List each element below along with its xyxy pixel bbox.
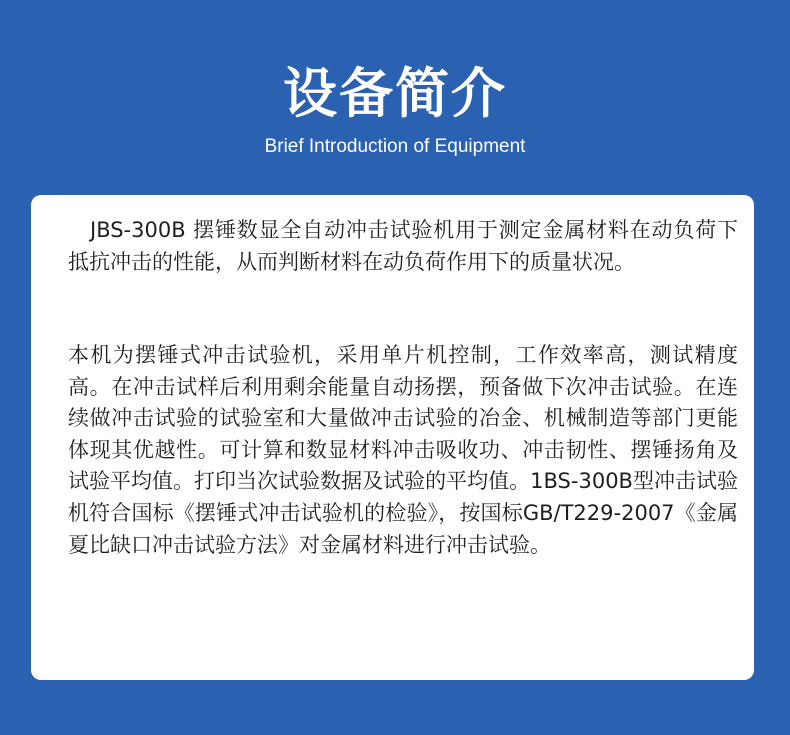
intro-paragraph-features: 本机为摆锤式冲击试验机，采用单片机控制，工作效率高，测试精度高。在冲击试样后利用剩余能量自动扬摆，预备做下次冲击试验。在连续做冲击试验的试验室和大量做冲击试验的冶金、机械制造等部门更能体现其优越性。可计算和数显材料冲击吸收功、冲击韧性、摆锤扬角及试验平均值。打印当次试验数据及试验的平均值。1BS-300B型冲击试验机符合国标《摆锤式冲击试验机的检验》，按国标GB/T229-2007《金属夏比缺口冲击试验方法》对金属材料进行冲击试验。 — [68, 343, 738, 557]
section-subtitle: Brief Introduction of Equipment — [264, 136, 526, 157]
section-title: 设备简介 — [283, 62, 507, 125]
intro-paragraph-purpose: JBS-300B 摆锤数显全自动冲击试验机用于测定金属材料在动负荷下抵抗冲击的性能，从而判断材料在动负荷作用下的质量状况。 — [68, 218, 738, 274]
intro-card — [31, 195, 754, 680]
